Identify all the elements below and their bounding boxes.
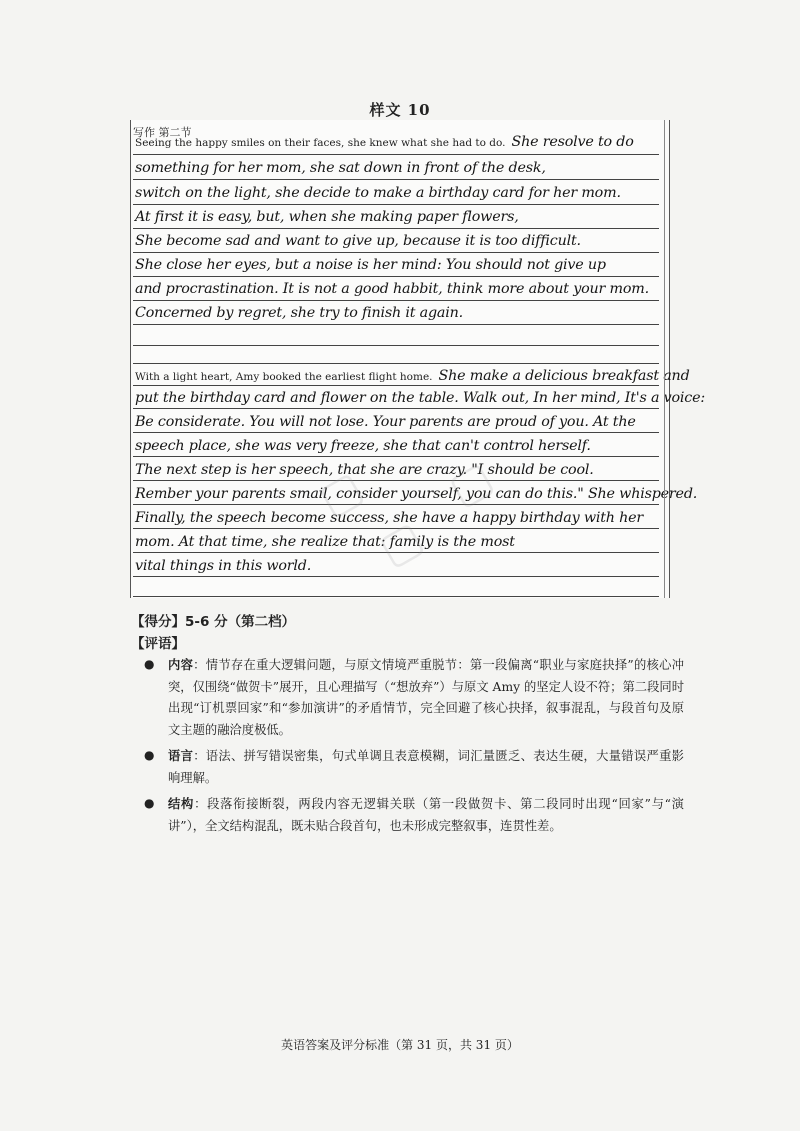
ruled-line	[133, 228, 659, 229]
handwriting-line: mom. At that time, she realize that: family is the most	[135, 534, 515, 550]
comment-term: 结构	[168, 796, 195, 811]
comment-list	[144, 654, 684, 841]
handwriting-text: She resolve to do	[511, 134, 634, 150]
ruled-line	[133, 504, 659, 505]
page-title: 样文 10	[369, 101, 431, 119]
comment-heading: 【评语】	[131, 636, 185, 652]
handwriting-line: Be considerate. You will not lose. Your parents are proud of you. At the	[135, 414, 636, 430]
ruled-line	[133, 252, 659, 253]
ruled-line	[133, 552, 659, 553]
handwriting-line: She close her eyes, but a noise is her mind: You should not give up	[135, 257, 606, 273]
ruled-line	[133, 154, 659, 155]
ruled-line	[133, 276, 659, 277]
comment-item	[144, 654, 684, 741]
handwriting-line	[135, 134, 659, 150]
handwriting-line: The next step is her speech, that she are crazy. "I should be cool.	[135, 462, 594, 478]
ruled-line	[133, 408, 659, 409]
comment-text: ：语法、拼写错误密集，句式单调且表意模糊，词汇量匮乏、表达生硬，大量错误严重影响理解。	[168, 749, 684, 785]
handwriting-text: She make a delicious breakfast and	[438, 368, 690, 384]
ruled-line	[133, 345, 659, 346]
ruled-line	[133, 300, 659, 301]
comment-item	[144, 745, 684, 789]
handwriting-line: vital things in this world.	[135, 558, 312, 574]
handwriting-line: and procrastination. It is not a good habbit, think more about your mom.	[135, 281, 649, 297]
score-label: 【得分】5-6 分（第二档）	[131, 614, 296, 630]
handwriting-line: put the birthday card and flower on the table. Walk out, In her mind, It's a voice:	[135, 390, 705, 406]
comment-text: ：情节存在重大逻辑问题，与原文情境严重脱节：第一段偏离“职业与家庭抉择”的核心冲突，仅围绕“做贺卡”展开，且心理描写（“想放弃”）与原文 Amy 的坚定人设不符；第二段同时出现“订机票回家”和“参加演讲”的矛盾情节，完全回避了核心抉择，叙事混乱，与段首句及原文主题的融洽度极低。	[168, 658, 684, 737]
bullet-icon: ●	[144, 657, 155, 671]
handwriting-line: Rember your parents smail, consider yourself, you can do this." She whispered.	[135, 486, 698, 502]
handwriting-line: speech place, she was very freeze, she that can't control herself.	[135, 438, 591, 454]
handwriting-line: Concerned by regret, she try to finish it again.	[135, 305, 463, 321]
ruled-line	[133, 456, 659, 457]
comment-item	[144, 793, 684, 837]
comment-text: ：段落衔接断裂，两段内容无逻辑关联（第一段做贺卡、第二段同时出现“回家”与“演讲”），全文结构混乱，既未贴合段首句，也未形成完整叙事，连贯性差。	[168, 797, 684, 833]
handwriting-line: At first it is easy, but, when she making paper flowers,	[135, 209, 519, 225]
handwriting-line: something for her mom, she sat down in front of the desk,	[135, 160, 546, 176]
bullet-icon: ●	[144, 796, 155, 810]
comment-term: 语言	[168, 748, 194, 763]
comment-term: 内容	[168, 657, 194, 672]
section-label: 写作 第二节	[133, 126, 192, 139]
ruled-line	[133, 179, 659, 180]
bullet-icon: ●	[144, 748, 155, 762]
ruled-line	[133, 576, 659, 577]
page-footer: 英语答案及评分标准（第 31 页，共 31 页）	[281, 1038, 519, 1052]
handwriting-line: She become sad and want to give up, because it is too difficult.	[135, 233, 581, 249]
ruled-line	[133, 596, 659, 597]
paragraph-prompt: Seeing the happy smiles on their faces, she knew what she had to do.	[135, 137, 506, 149]
ruled-line	[133, 204, 659, 205]
ruled-line	[133, 528, 659, 529]
ruled-line	[133, 480, 659, 481]
ruled-line	[133, 363, 659, 364]
ruled-line	[133, 324, 659, 325]
answer-sheet	[130, 120, 705, 598]
handwriting-line: Finally, the speech become success, she have a happy birthday with her	[135, 510, 644, 526]
handwriting-line	[135, 368, 690, 384]
ruled-line	[133, 432, 659, 433]
ruled-line	[133, 385, 659, 386]
handwriting-line: switch on the light, she decide to make a birthday card for her mom.	[135, 185, 621, 201]
paragraph-prompt: With a light heart, Amy booked the earliest flight home.	[135, 371, 433, 383]
